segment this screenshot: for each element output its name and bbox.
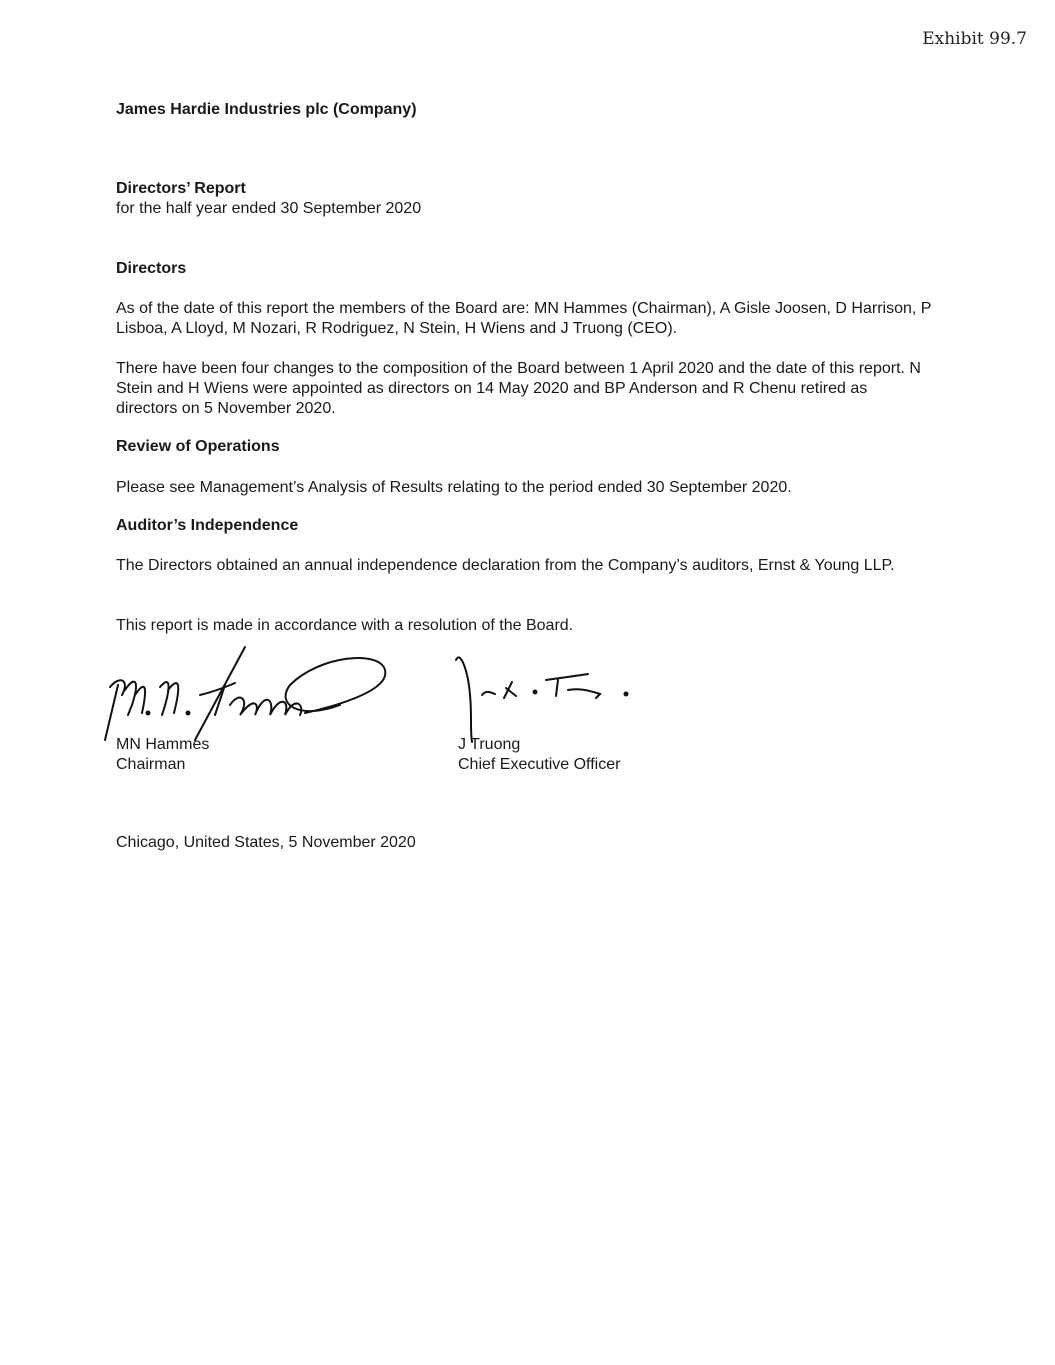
section-heading-directors: Directors <box>116 260 187 277</box>
directors-paragraph-members: As of the date of this report the members of the Board are: MN Hammes (Chairman), A Gisle Joosen, D Harrison, P Lisboa, A Lloyd, M Nozari, R Rodriguez, N Stein, H Wiens and J Truong (CEO). <box>116 300 932 337</box>
place-and-date: Chicago, United States, 5 November 2020 <box>116 834 416 851</box>
section-heading-auditor: Auditor’s Independence <box>116 517 299 534</box>
section-heading-review: Review of Operations <box>116 438 280 455</box>
signatory-name: J Truong <box>458 736 521 753</box>
directors-paragraph-changes: There have been four changes to the composition of the Board between 1 April 2020 and the date of this report. N Stein and H Wiens were appointed as directors on 14 May 2020 and BP Anderson and R Chenu retired as directors on 5 November 2020. <box>116 360 921 417</box>
report-subtitle: for the half year ended 30 September 2020 <box>116 200 422 217</box>
signatory-chairman <box>116 735 209 775</box>
signatory-title: Chief Executive Officer <box>458 756 621 773</box>
signatory-ceo <box>458 735 620 775</box>
signatory-title: Chairman <box>116 756 186 773</box>
report-title: Directors’ Report <box>116 180 246 197</box>
company-title: James Hardie Industries plc (Company) <box>116 101 417 118</box>
auditor-paragraph: The Directors obtained an annual independence declaration from the Company’s auditors, Ernst & Young LLP. <box>116 557 895 574</box>
resolution-paragraph: This report is made in accordance with a resolution of the Board. <box>116 617 574 634</box>
review-paragraph: Please see Management’s Analysis of Results relating to the period ended 30 September 2020. <box>116 479 792 496</box>
truong-signature <box>450 650 680 745</box>
exhibit-label: Exhibit 99.7 <box>922 29 1027 49</box>
signatory-name: MN Hammes <box>116 736 210 753</box>
hammes-signature <box>100 645 400 745</box>
